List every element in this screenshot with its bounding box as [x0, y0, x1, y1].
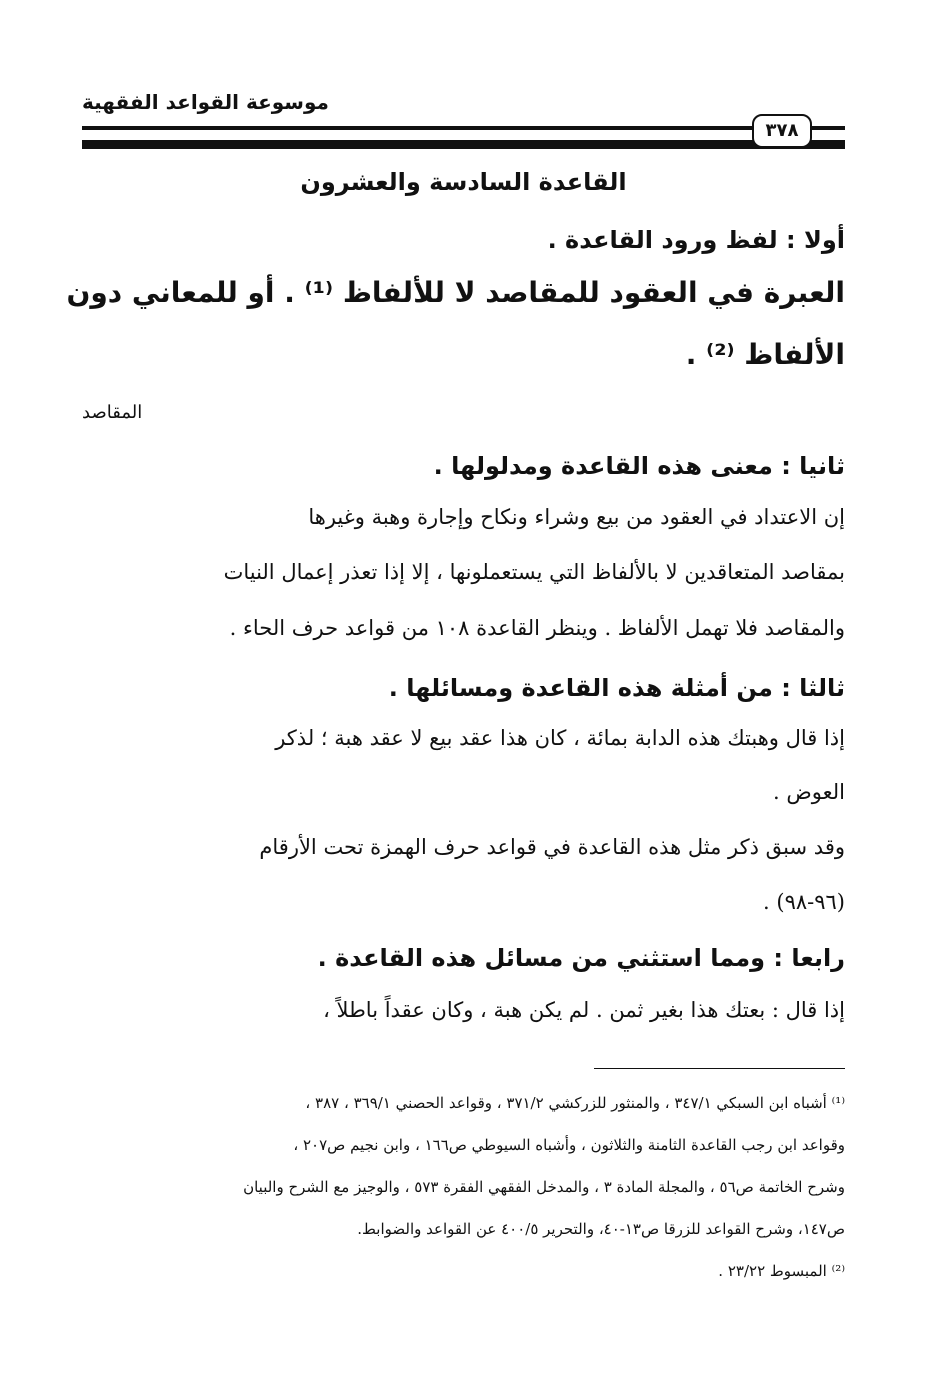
- footnote-1-line-4: ص١٤٧، وشرح القواعد للزرقا ص١٣-٤٠، والتحرير ٤٠٠/٥ عن القواعد والضوابط.: [357, 1220, 845, 1238]
- footnote-1-line-3: وشرح الخاتمة ص٥٦ ، والمجلة المادة ٣ ، والمدخل الفقهي الفقرة ٥٧٣ ، والوجيز مع الشرح والبيان: [243, 1178, 845, 1196]
- footnote-1-line-2: وقواعد ابن رجب القاعدة الثامنة والثلاثون ، وأشباه السيوطي ص١٦٦ ، وابن نجيم ص٢٠٧ ،: [293, 1136, 845, 1154]
- section-heading-2: ثانيا : معنى هذه القاعدة ومدلولها .: [433, 452, 845, 480]
- footnote-separator: [594, 1068, 845, 1069]
- section-heading-1: أولا : لفظ ورود القاعدة .: [547, 226, 845, 254]
- meaning-line-3: والمقاصد فلا تهمل الألفاظ . وينظر القاعدة ١٠٨ من قواعد حرف الحاء .: [229, 616, 845, 640]
- example-line-2: العوض .: [773, 780, 845, 804]
- rule-text-line-2: الألفاظ ⁽²⁾ .: [685, 338, 845, 371]
- rule-text-line-1: العبرة في العقود للمقاصد لا للألفاظ ⁽¹⁾ . أو للمعاني دون: [66, 276, 845, 309]
- running-title: موسوعة القواعد الفقهية: [82, 90, 329, 114]
- example-line-3: وقد سبق ذكر مثل هذه القاعدة في قواعد حرف الهمزة تحت الأرقام: [259, 835, 845, 859]
- header-rule-thick: [82, 140, 845, 149]
- example-line-1: إذا قال وهبتك هذه الدابة بمائة ، كان هذا عقد بيع لا عقد هبة ؛ لذكر: [275, 726, 845, 750]
- rule-title: القاعدة السادسة والعشرون: [300, 168, 627, 196]
- footnote-1-line-1: ⁽¹⁾ أشباه ابن السبكي ٣٤٧/١ ، والمنثور للزركشي ٣٧١/٢ ، وقواعد الحصني ٣٦٩/١ ، ٣٨٧ ،: [305, 1094, 845, 1112]
- page-number: ٣٧٨: [752, 114, 812, 148]
- stray-word: المقاصد: [82, 402, 143, 423]
- meaning-line-1: إن الاعتداد في العقود من بيع وشراء ونكاح وإجارة وهبة وغيرها: [308, 505, 845, 529]
- example-line-4: (٩٦-٩٨) .: [763, 890, 845, 914]
- section-heading-3: ثالثا : من أمثلة هذه القاعدة ومسائلها .: [388, 674, 845, 702]
- footnote-2: ⁽²⁾ المبسوط ٢٣/٢٢ .: [718, 1262, 845, 1280]
- header-rule-thin: [82, 126, 845, 130]
- meaning-line-2: بمقاصد المتعاقدين لا بالألفاظ التي يستعملونها ، إلا إذا تعذر إعمال النيات: [223, 560, 845, 584]
- exception-line-1: إذا قال : بعتك هذا بغير ثمن . لم يكن هبة ، وكان عقداً باطلاً ،: [323, 998, 845, 1022]
- section-heading-4: رابعا : ومما استثني من مسائل هذه القاعدة .: [317, 944, 845, 972]
